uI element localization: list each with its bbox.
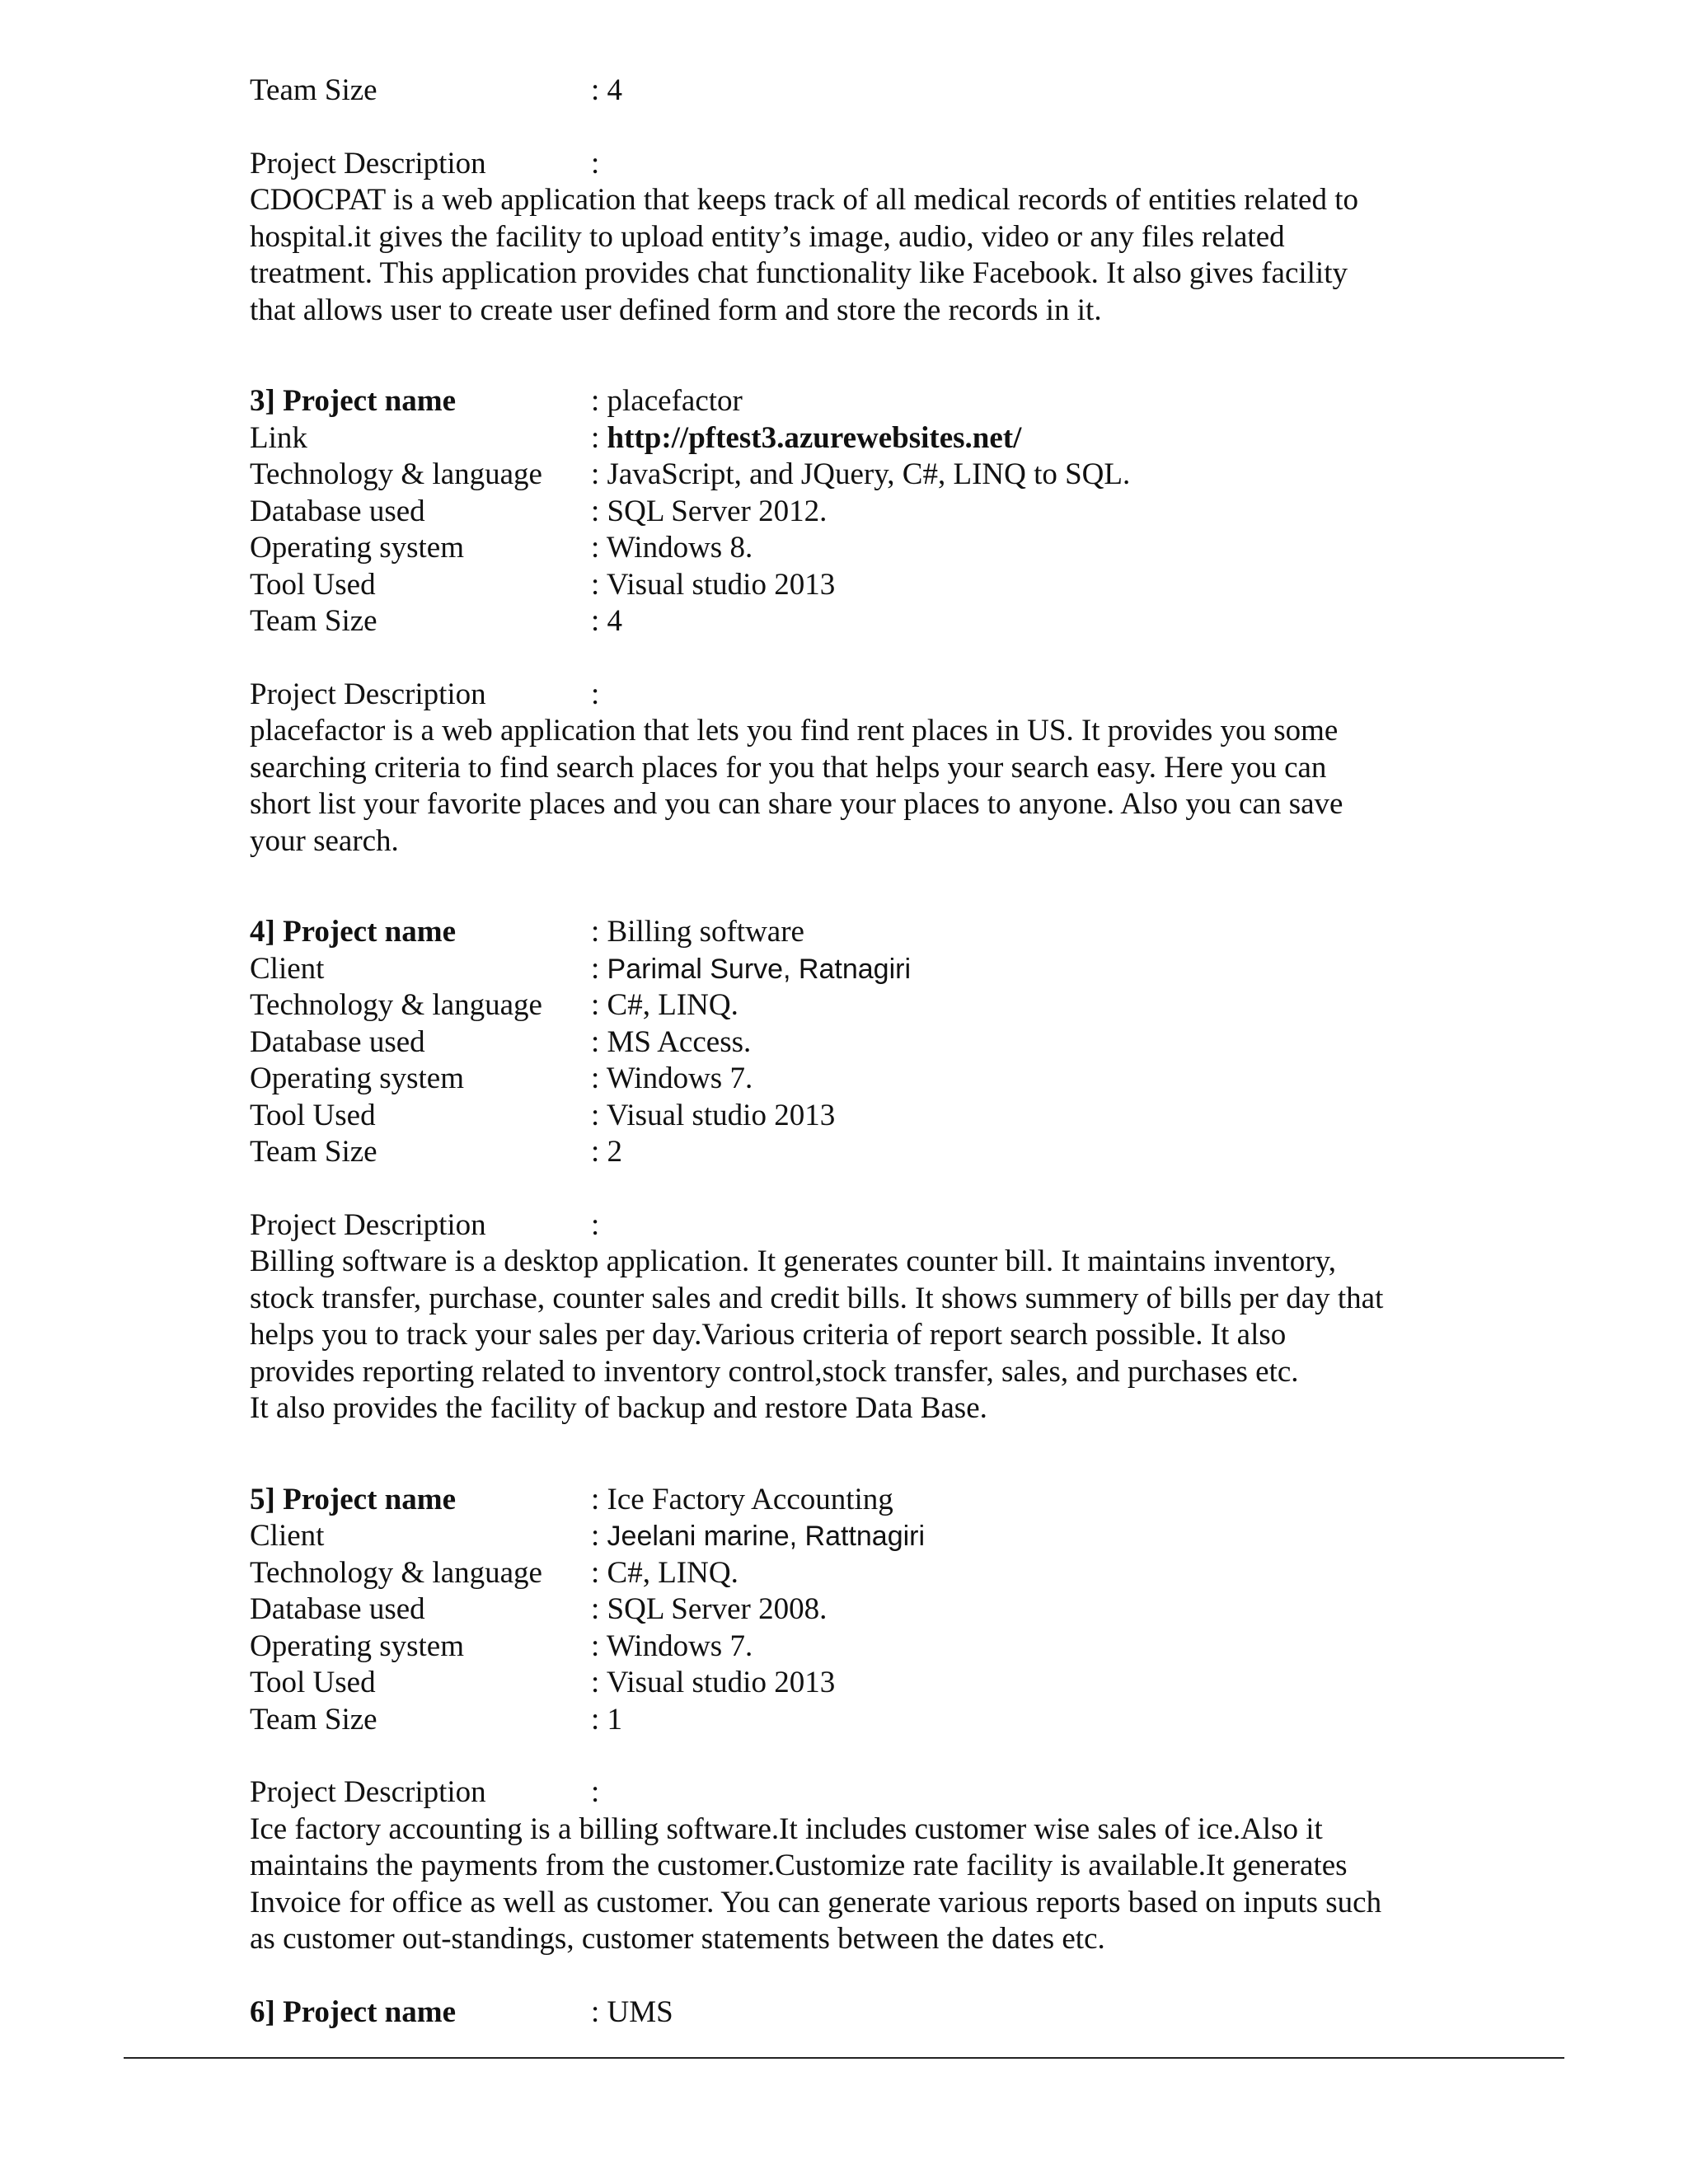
operating-system-row [250, 1061, 1470, 1098]
field-label: Operating system [250, 1629, 464, 1663]
description-line: Ice factory accounting is a billing software.It includes customer wise sales of ice.Also it [250, 1811, 1323, 1846]
field-label: Link [250, 420, 307, 455]
field-value: : 2 [591, 1135, 623, 1169]
project-name-value: : Billing software [591, 915, 804, 949]
operating-system-row [250, 530, 1470, 567]
client-prefix: : [591, 1519, 607, 1553]
operating-system-row [250, 1629, 1470, 1666]
client-row [250, 951, 1470, 988]
project-description-text [250, 182, 1470, 329]
description-line: your search. [250, 823, 399, 858]
database-row [250, 1024, 1470, 1062]
page-footer-rule [124, 2057, 1564, 2059]
field-value: : Visual studio 2013 [591, 567, 836, 602]
project-name-value: : UMS [591, 1994, 673, 2029]
description-line: provides reporting related to inventory control,stock transfer, sales, and purchases etc. [250, 1354, 1299, 1389]
field-value: : Visual studio 2013 [591, 1098, 836, 1132]
field-label: Technology & language [250, 1555, 542, 1590]
field-label: Tool Used [250, 1098, 376, 1132]
document-page [250, 73, 1470, 2031]
field-label: Technology & language [250, 457, 542, 491]
team-size-row [250, 1134, 1470, 1171]
field-value: : MS Access. [591, 1024, 752, 1059]
field-value: : JavaScript, and JQuery, C#, LINQ to SQL. [591, 457, 1131, 491]
description-line: stock transfer, purchase, counter sales and credit bills. It shows summery of bills per day that [250, 1281, 1384, 1315]
field-label: Team Size [250, 73, 377, 107]
technology-row [250, 1555, 1470, 1592]
field-label: Project Description [250, 146, 486, 180]
project-description-label-row [250, 1774, 1470, 1811]
field-value: : Visual studio 2013 [591, 1666, 836, 1699]
database-row [250, 1591, 1470, 1629]
description-line: hospital.it gives the facility to upload entity’s image, audio, video or any files related [250, 219, 1285, 254]
project-description-text [250, 1811, 1470, 1958]
team-size-row [250, 73, 1470, 110]
database-row [250, 494, 1470, 531]
description-line: treatment. This application provides chat functionality like Facebook. It also gives facility [250, 256, 1348, 290]
project-name-row [250, 1482, 1470, 1519]
project-link[interactable]: http://pftest3.azurewebsites.net/ [607, 420, 1022, 455]
link-prefix: : [591, 420, 607, 455]
description-line: Billing software is a desktop application. It generates counter bill. It maintains inventory, [250, 1244, 1336, 1278]
field-value: : SQL Server 2008. [591, 1592, 828, 1626]
field-colon: : [591, 1207, 600, 1242]
project-description-text [250, 1244, 1470, 1427]
field-label: Tool Used [250, 1666, 376, 1699]
project-name-label: 6] Project name [250, 1994, 456, 2029]
field-colon: : [591, 677, 600, 711]
field-label: Database used [250, 1592, 425, 1626]
project-name-label: 3] Project name [250, 384, 456, 418]
description-line: CDOCPAT is a web application that keeps track of all medical records of entities related to [250, 183, 1358, 217]
project-description-text [250, 713, 1470, 860]
description-line: helps you to track your sales per day.Various criteria of report search possible. It also [250, 1318, 1287, 1352]
description-line: as customer out-standings, customer statements between the dates etc. [250, 1922, 1105, 1956]
description-line: short list your favorite places and you can share your places to anyone. Also you can save [250, 787, 1343, 821]
project-name-row [250, 1994, 1470, 2032]
field-value: : SQL Server 2012. [591, 494, 828, 528]
field-value: : 4 [591, 73, 623, 107]
field-value: : Windows 8. [591, 531, 753, 565]
field-label: Project Description [250, 1775, 486, 1809]
field-label: Project Description [250, 677, 486, 711]
tool-used-row [250, 1665, 1470, 1702]
project-description-label-row [250, 677, 1470, 714]
field-value: : 4 [591, 604, 623, 638]
client-name: Jeelani marine, Rattnagiri [607, 1521, 926, 1552]
description-line: that allows user to create user defined form and store the records in it. [250, 293, 1102, 327]
field-label: Project Description [250, 1207, 486, 1242]
project-name-value: : placefactor [591, 384, 743, 418]
tool-used-row [250, 1098, 1470, 1135]
field-label: Technology & language [250, 988, 542, 1022]
link-row [250, 420, 1470, 457]
field-value: : 1 [591, 1702, 623, 1736]
field-label: Operating system [250, 1062, 464, 1095]
field-label: Database used [250, 494, 425, 528]
field-colon: : [591, 1775, 600, 1809]
technology-row [250, 987, 1470, 1024]
field-label: Team Size [250, 604, 377, 638]
field-value: : Windows 7. [591, 1062, 753, 1095]
field-value: : Windows 7. [591, 1629, 753, 1663]
client-row [250, 1518, 1470, 1555]
team-size-row [250, 603, 1470, 640]
team-size-row [250, 1702, 1470, 1739]
project-description-label-row [250, 146, 1470, 183]
description-line: placefactor is a web application that lets you find rent places in US. It provides you some [250, 714, 1339, 748]
project-name-row [250, 914, 1470, 951]
project-description-label-row [250, 1207, 1470, 1244]
field-label: Client [250, 951, 325, 986]
field-label: Operating system [250, 531, 464, 565]
project-name-label: 4] Project name [250, 915, 456, 949]
description-line: searching criteria to find search places for you that helps your search easy. Here you can [250, 750, 1327, 785]
field-label: Team Size [250, 1702, 377, 1736]
field-value: : C#, LINQ. [591, 1555, 738, 1590]
field-label: Database used [250, 1024, 425, 1059]
client-prefix: : [591, 951, 607, 986]
field-label: Tool Used [250, 567, 376, 602]
project-name-row [250, 383, 1470, 420]
field-label: Client [250, 1519, 325, 1553]
tool-used-row [250, 567, 1470, 604]
field-value: : C#, LINQ. [591, 988, 738, 1022]
description-line: Invoice for office as well as customer. You can generate various reports based on inputs such [250, 1885, 1382, 1919]
technology-row [250, 457, 1470, 494]
project-name-value: : Ice Factory Accounting [591, 1482, 893, 1516]
field-colon: : [591, 146, 600, 180]
client-name: Parimal Surve, Ratnagiri [607, 953, 912, 985]
description-line: It also provides the facility of backup and restore Data Base. [250, 1391, 987, 1425]
field-label: Team Size [250, 1135, 377, 1169]
description-line: maintains the payments from the customer.Customize rate facility is available.It generates [250, 1849, 1348, 1882]
project-name-label: 5] Project name [250, 1482, 456, 1516]
